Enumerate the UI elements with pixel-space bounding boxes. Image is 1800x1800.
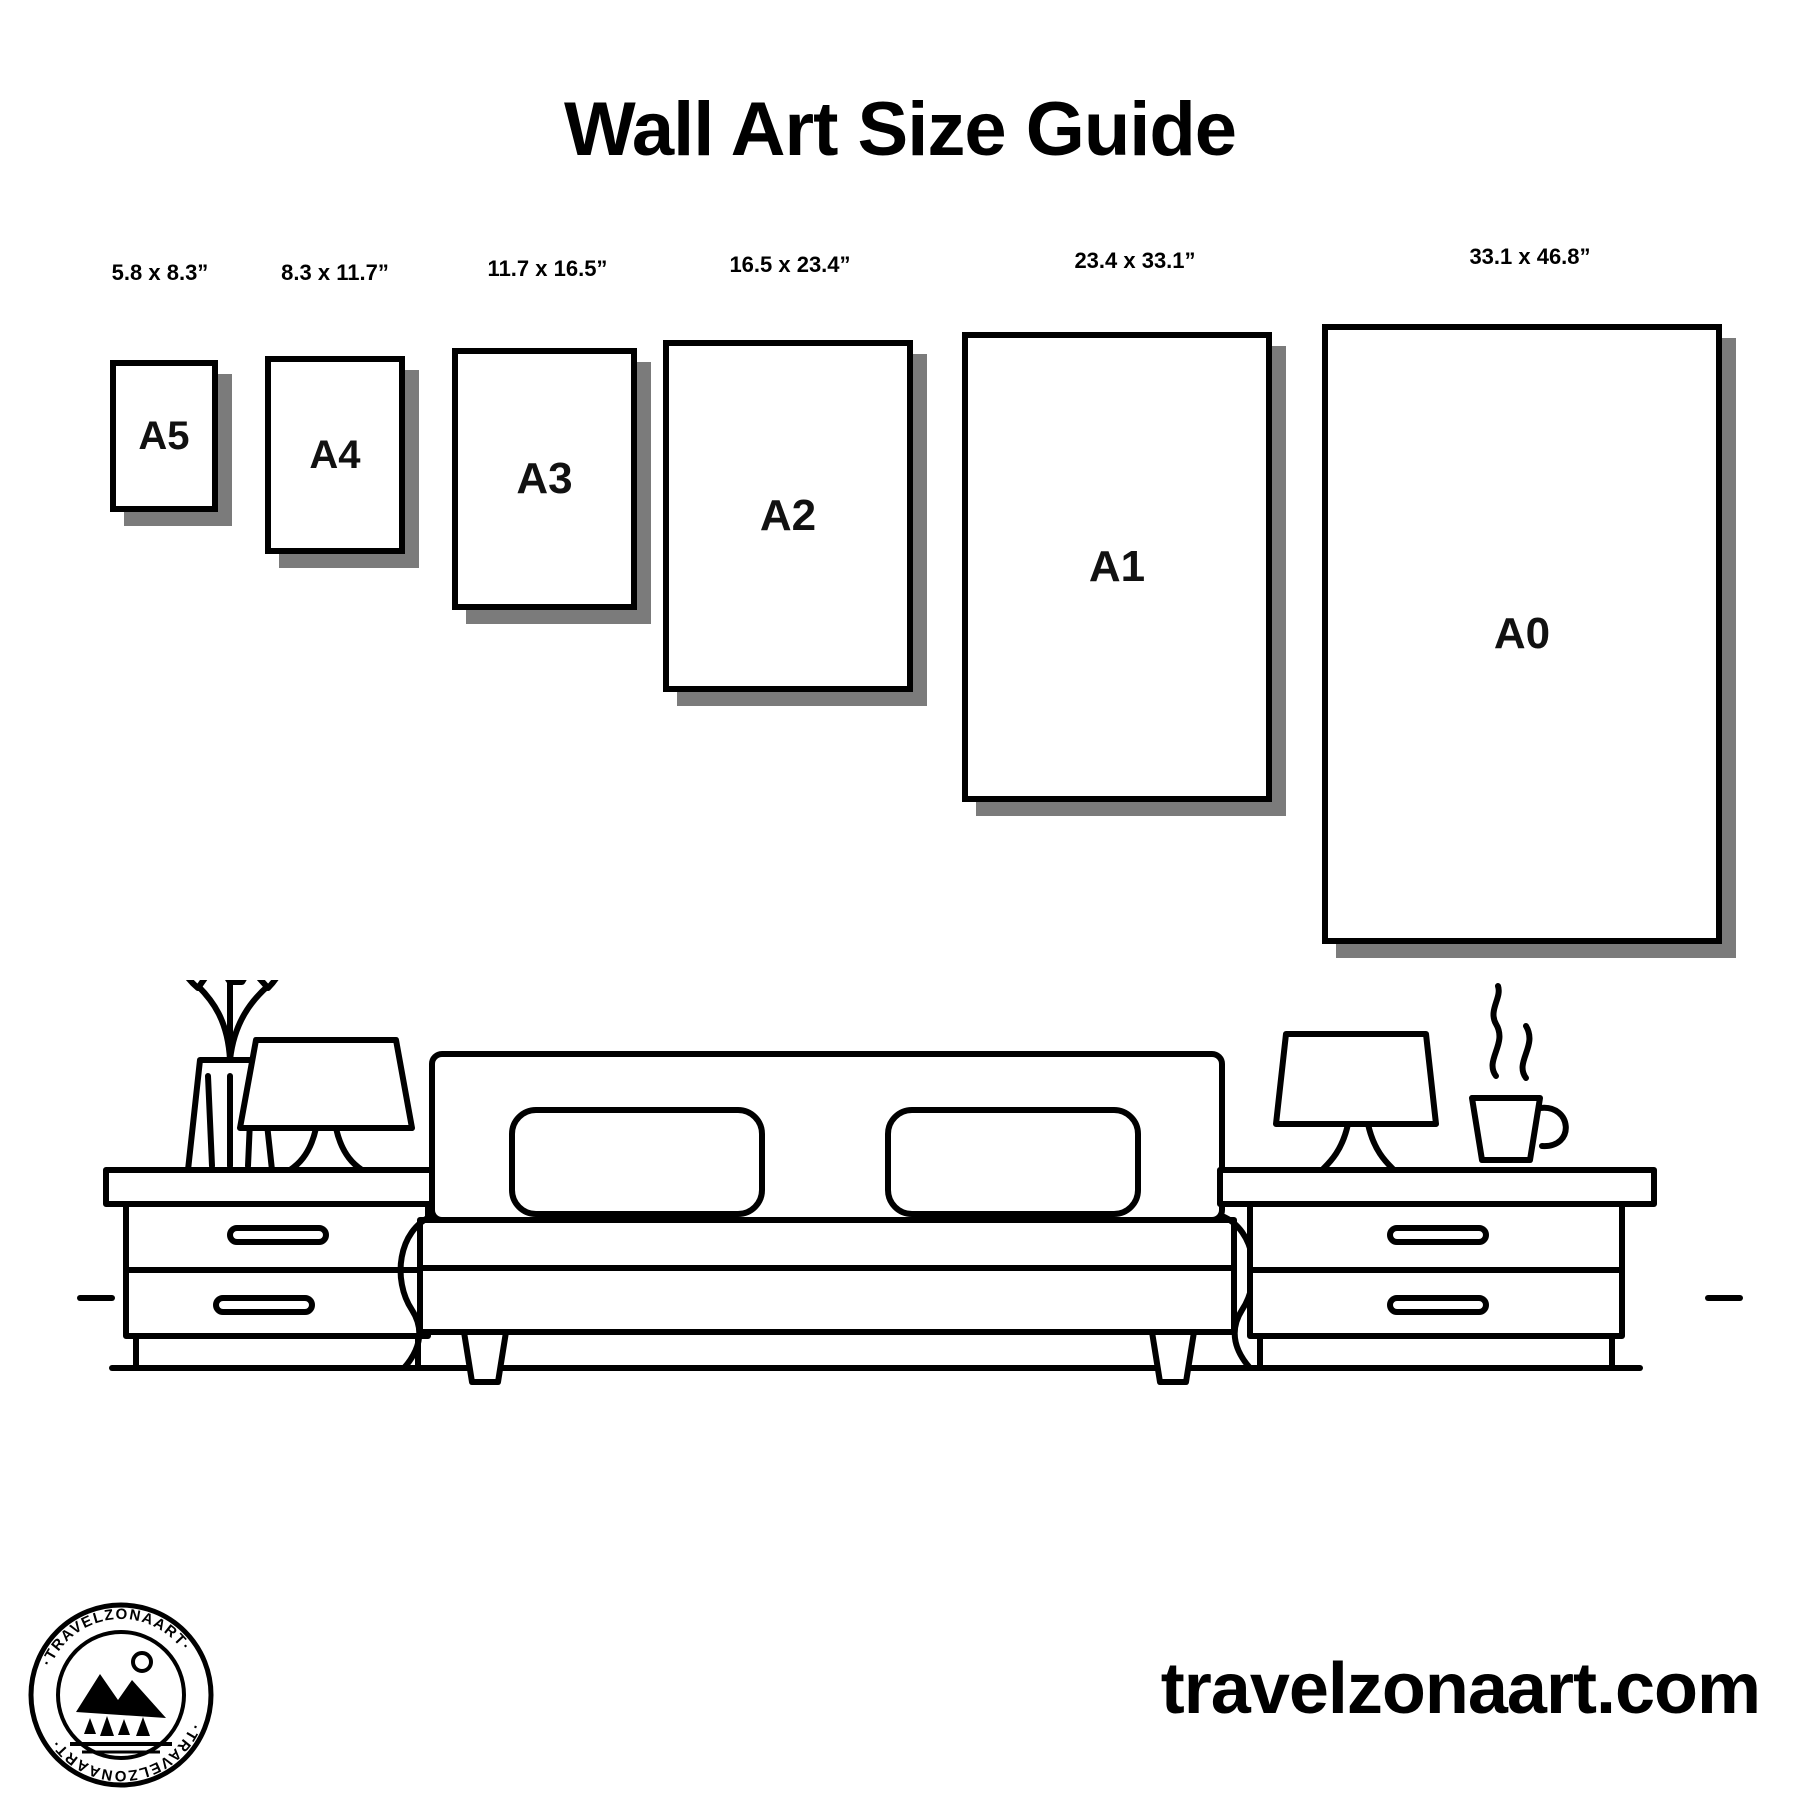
size-label-a4: 8.3 x 11.7” (281, 260, 389, 285)
frame-name-a1: A1 (1088, 542, 1146, 591)
travelzonaart-logo-icon (26, 1600, 216, 1790)
frame-name-a3: A3 (516, 454, 573, 503)
frame-a0 (1322, 324, 1722, 944)
size-label-a3: 11.7 x 16.5” (487, 256, 608, 281)
frame-a5 (110, 360, 218, 512)
frame-a4 (265, 356, 405, 554)
bedroom-illustration (60, 980, 1760, 1500)
nightstand-left (106, 1170, 448, 1368)
size-label-a0: 33.1 x 46.8” (1469, 244, 1591, 269)
frame-name-a0: A0 (1493, 609, 1551, 658)
size-label-a2: 16.5 x 23.4” (729, 252, 851, 277)
svg-text:·TRAVELZONAART·: ·TRAVELZONAART· (47, 1721, 204, 1785)
brand-logo (26, 1600, 216, 1790)
frame-a1 (962, 332, 1272, 802)
frame-body-a1 (962, 332, 1272, 802)
frame-name-a2: A2 (759, 491, 817, 540)
frame-a3 (452, 348, 637, 610)
frame-body-a2 (663, 340, 913, 692)
frame-a2 (663, 340, 913, 692)
frame-body-a3 (452, 348, 637, 610)
frame-body-a0 (1322, 324, 1722, 944)
svg-text:·TRAVELZONAART·: ·TRAVELZONAART· (38, 1605, 195, 1669)
frame-body-a5 (110, 360, 218, 512)
frame-name-a4: A4 (309, 432, 361, 477)
page-title: Wall Art Size Guide (563, 87, 1237, 172)
table-lamp-right (1276, 1034, 1436, 1170)
size-label-a1: 23.4 x 33.1” (1074, 248, 1196, 273)
size-label-a5: 5.8 x 8.3” (111, 260, 209, 285)
frame-body-a4 (265, 356, 405, 554)
website-url[interactable]: travelzonaart.com (1160, 1649, 1760, 1729)
bed-icon (401, 1054, 1254, 1382)
bedroom-scene (60, 980, 1760, 1500)
coffee-cup-icon (1472, 986, 1566, 1160)
frame-name-a5: A5 (138, 413, 190, 458)
nightstand-right (1220, 1170, 1654, 1368)
